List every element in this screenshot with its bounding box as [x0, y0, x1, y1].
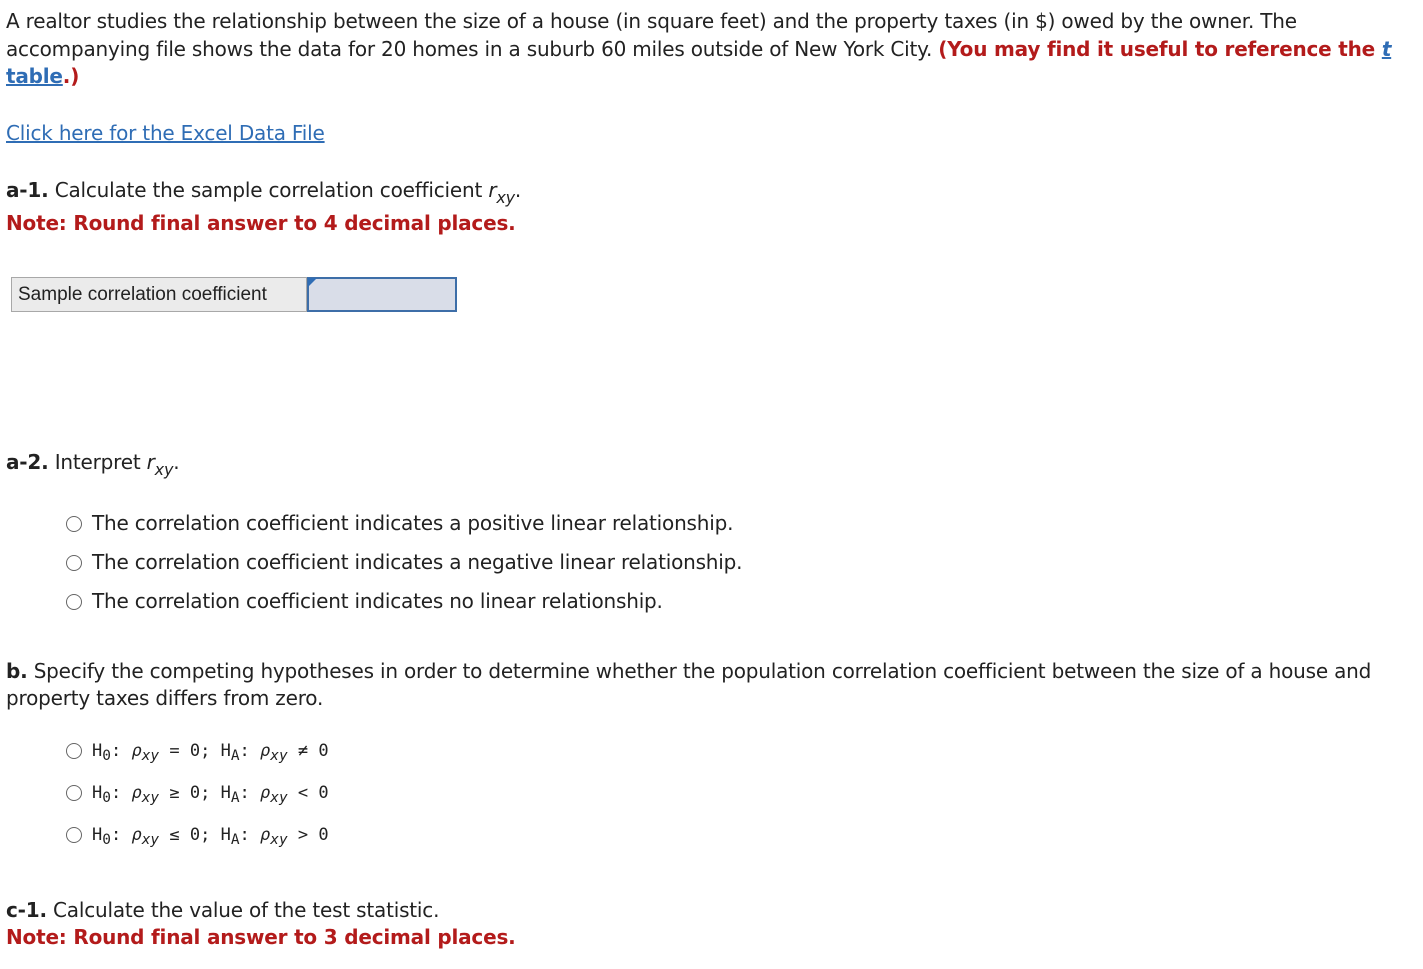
h0-operator: ≥ [169, 783, 180, 803]
hypothesis-text: $H_0$: $\rho_{xy} \ge 0$; $H_A$: $\rho_{xy} < 0$ [92, 783, 329, 807]
question-a2-label: a-2. [6, 450, 49, 474]
b-option-right-tailed[interactable] [66, 825, 329, 849]
period: . [514, 178, 522, 202]
h0-subscript: 0 [102, 832, 111, 849]
h0-value: 0; [189, 783, 211, 803]
xy-subscript: xy [154, 459, 174, 479]
ha-symbol: H [220, 825, 231, 845]
ha-value: 0 [318, 783, 329, 803]
ha-symbol: H [220, 783, 231, 803]
a2-option-none[interactable] [66, 588, 663, 615]
question-b [6, 658, 1416, 712]
radio-button[interactable] [66, 743, 82, 759]
rho-subscript: xy [141, 832, 160, 849]
question-a1-label: a-1. [6, 178, 49, 202]
h0-symbol: H [92, 741, 103, 761]
question-c1-text: Calculate the value of the test statistic. [53, 898, 440, 922]
ha-subscript: A [230, 832, 240, 849]
rho-symbol: ρ [260, 825, 271, 845]
option-label: The correlation coefficient indicates no linear relationship. [92, 589, 663, 613]
ha-value: 0 [318, 825, 329, 845]
rho-symbol: ρ [131, 825, 142, 845]
note-a1: Note: Round final answer to 4 decimal places. [6, 211, 516, 235]
hypothesis-text: $H_0$: $\rho_{xy} = 0$; $H_A$: $\rho_{xy} \ne 0$ [92, 741, 329, 765]
question-b-label: b. [6, 659, 28, 683]
intro-text: A realtor studies the relationship between the size of a house (in square feet) and the property taxes (in $) owed by the owner. The accompanying file shows the data for 20 homes in a suburb 60 miles outside of New York City. [6, 9, 1297, 61]
period: . [173, 450, 180, 474]
t-table-link-label: table [6, 64, 63, 88]
b-option-two-tailed[interactable] [66, 741, 329, 765]
h0-value: 0; [189, 741, 211, 761]
h0-operator: ≤ [169, 825, 180, 845]
question-c1-label: c-1. [6, 898, 47, 922]
ha-subscript: A [230, 748, 240, 765]
hint-prefix: (You may find it useful to reference the [938, 36, 1376, 61]
question-c1 [6, 897, 439, 924]
h0-symbol: H [92, 783, 103, 803]
a2-option-negative[interactable] [66, 549, 742, 576]
question-a1-text: Calculate the sample correlation coefficient [54, 178, 483, 202]
radio-button[interactable] [66, 827, 82, 843]
h0-subscript: 0 [102, 748, 111, 765]
rho-subscript: xy [270, 748, 288, 765]
option-label: The correlation coefficient indicates a negative linear relationship. [92, 550, 743, 574]
r-var: r [146, 450, 155, 474]
h0-operator: = [169, 741, 180, 761]
ha-operator: < [297, 783, 309, 803]
t-table-link-t: t [1381, 36, 1392, 61]
r-xy-symbol [146, 450, 174, 479]
rho-subscript: xy [270, 790, 288, 807]
radio-button[interactable] [66, 785, 82, 801]
input-corner-marker [308, 278, 317, 287]
answer-label-cell: Sample correlation coefficient [11, 277, 307, 312]
excel-data-file-link[interactable]: Click here for the Excel Data File [6, 121, 325, 145]
rho-subscript: xy [141, 790, 160, 807]
a2-option-positive[interactable] [66, 510, 733, 537]
r-xy-symbol [488, 178, 515, 207]
ha-operator: > [297, 825, 309, 845]
question-a1 [6, 177, 521, 205]
radio-button[interactable] [66, 594, 82, 610]
radio-button[interactable] [66, 555, 82, 571]
hypothesis-text: $H_0$: $\rho_{xy} \le 0$; $H_A$: $\rho_{xy} > 0$ [92, 825, 329, 849]
h0-symbol: H [92, 825, 103, 845]
rho-subscript: xy [270, 832, 288, 849]
b-option-left-tailed[interactable] [66, 783, 329, 807]
rho-symbol: ρ [260, 741, 271, 761]
problem-intro [6, 8, 1401, 91]
rho-symbol: ρ [260, 783, 271, 803]
correlation-coefficient-input[interactable] [309, 279, 455, 310]
radio-button[interactable] [66, 516, 82, 532]
rho-symbol: ρ [131, 741, 142, 761]
rho-symbol: ρ [131, 783, 142, 803]
answer-input-cell [307, 277, 457, 312]
h0-value: 0; [189, 825, 211, 845]
note-c1: Note: Round final answer to 3 decimal places. [6, 925, 516, 949]
xy-subscript: xy [496, 187, 515, 207]
rho-subscript: xy [141, 748, 160, 765]
question-a2-text: Interpret [54, 450, 141, 474]
ha-value: 0 [318, 741, 329, 761]
ha-symbol: H [220, 741, 231, 761]
ha-operator: ≠ [297, 741, 309, 761]
r-var: r [488, 178, 497, 202]
answer-table [11, 277, 457, 312]
h0-subscript: 0 [102, 790, 111, 807]
ha-subscript: A [230, 790, 240, 807]
question-a2 [6, 449, 179, 477]
question-b-text: Specify the competing hypotheses in order to determine whether the population correlation coefficient between the size of a house and property taxes differs from zero. [6, 659, 1372, 710]
option-label: The correlation coefficient indicates a positive linear relationship. [92, 511, 734, 535]
hint-suffix: .) [62, 64, 80, 88]
excel-link-row [6, 120, 325, 147]
